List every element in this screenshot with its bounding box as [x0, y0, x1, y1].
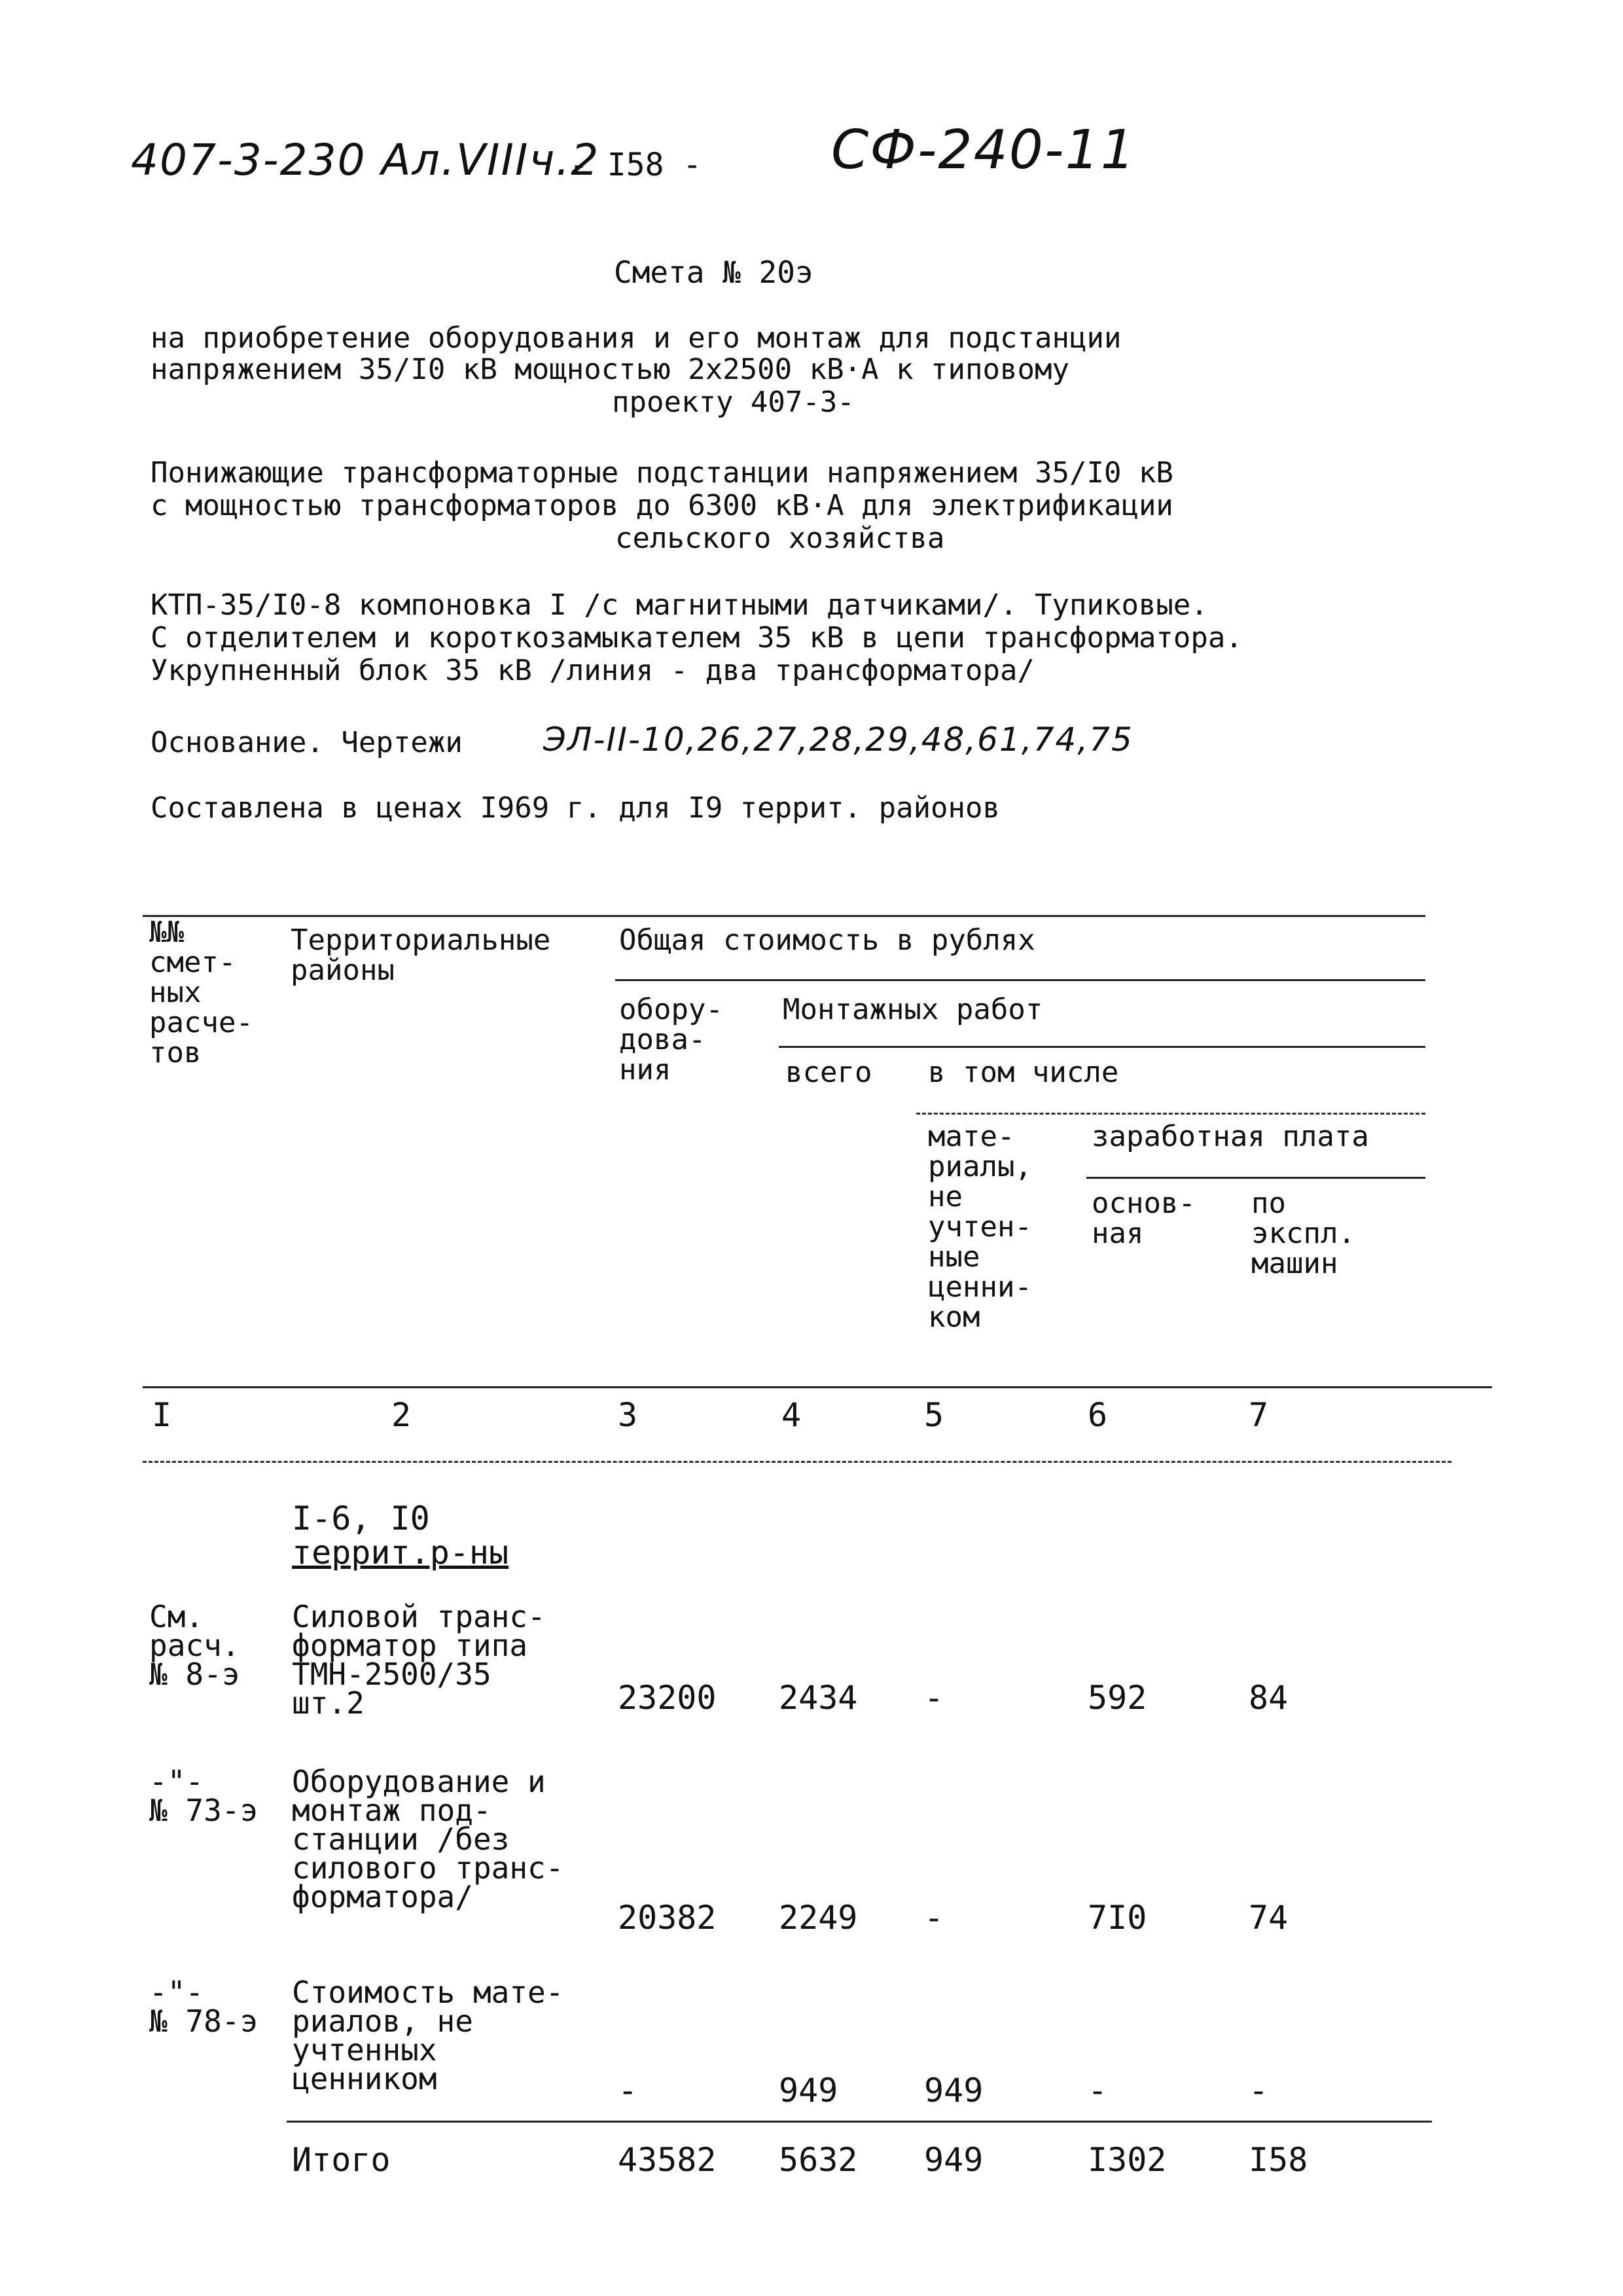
table-row-materials: -	[924, 1899, 944, 1937]
total-row-total: 5632	[779, 2141, 858, 2179]
rule-under-total-cost	[615, 979, 1425, 981]
project-line-1: Понижающие трансформаторные подстанции напряжением 35/I0 кВ	[151, 456, 1173, 490]
header-basic-wages: основ- ная	[1092, 1187, 1196, 1250]
table-row-ref: -"- № 73-э	[149, 1764, 259, 1828]
table-row-total: 2434	[779, 1679, 858, 1717]
table-row-total: 2249	[779, 1899, 858, 1937]
table-row-total: 949	[779, 2072, 838, 2109]
table-row-name: Стоимость мате- риалов, не учтенных ценником	[292, 1975, 564, 2096]
section-title: I-6, I0	[292, 1499, 430, 1537]
header-materials: мате- риалы, не учтен- ные ценни- ком	[928, 1120, 1032, 1334]
purpose-line-2: напряжением 35/I0 кВ мощностью 2х2500 кВ·А к типовому	[151, 353, 1069, 386]
purpose-line-3: проекту 407-3-	[612, 386, 855, 419]
smeta-title: Смета № 20э	[614, 255, 813, 290]
column-number-4: 4	[781, 1396, 802, 1434]
header-mounting-works: Монтажных работ	[783, 993, 1043, 1026]
section-subtitle: террит.р-ны	[292, 1534, 509, 1571]
table-row-name: Силовой транс- форматор типа ТМН-2500/35 шт.2	[292, 1599, 546, 1721]
table-row-materials: 949	[924, 2072, 984, 2109]
rule-under-wages	[1086, 1177, 1425, 1179]
basis-drawings: ЭЛ-II-10,26,27,28,29,48,61,74,75	[543, 721, 1133, 759]
document-code: 407-3-230 Ал.VIIIч.2	[131, 135, 600, 185]
table-row-name: Оборудование и монтаж под- станции /без силового транс- форматора/	[292, 1764, 564, 1914]
rule-under-including	[916, 1113, 1425, 1115]
header-total-cost: Общая стоимость в рублях	[619, 924, 1035, 957]
total-row-equipment: 43582	[618, 2141, 717, 2179]
project-line-3: сельского хозяйства	[615, 522, 945, 555]
header-estimate-numbers: №№ смет- ных расче- тов	[149, 916, 253, 1069]
column-number-6: 6	[1088, 1396, 1108, 1434]
table-row-equipment: -	[618, 2072, 638, 2109]
basis-label: Основание. Чертежи	[151, 726, 463, 759]
total-separator-rule	[287, 2121, 1432, 2123]
sheet-code: СФ-240-11	[831, 119, 1136, 181]
variant-line-1: КТП-35/I0-8 компоновка I /с магнитными датчиками/. Тупиковые.	[151, 588, 1208, 622]
variant-line-2: С отделителем и короткозамыкателем 35 кВ в цепи трансформатора.	[151, 621, 1243, 655]
table-row-ref: -"- № 78-э	[149, 1975, 259, 2039]
purpose-line-1: на приобретение оборудования и его монтаж для подстанции	[151, 321, 1122, 355]
header-including: в том числе	[928, 1056, 1119, 1089]
table-row-machines: 74	[1249, 1899, 1289, 1937]
column-numbers-rule	[143, 1461, 1452, 1463]
header-wages: заработная плата	[1092, 1120, 1369, 1153]
total-row-materials: 949	[924, 2141, 984, 2179]
table-row-equipment: 20382	[618, 1899, 717, 1937]
page-number: - I58 -	[569, 147, 702, 183]
header-equipment: обору- дова- ния	[619, 993, 723, 1086]
header-total: всего	[785, 1056, 872, 1089]
column-number-2: 2	[391, 1396, 412, 1434]
header-territorial-districts: Территориальные районы	[291, 924, 551, 987]
table-row-basic: 7I0	[1088, 1899, 1147, 1937]
column-number-5: 5	[924, 1396, 944, 1434]
table-row-basic: -	[1088, 2072, 1108, 2109]
total-row-label: Итого	[292, 2141, 391, 2179]
table-row-machines: 84	[1249, 1679, 1289, 1717]
total-row-basic: I302	[1088, 2141, 1167, 2179]
table-row-equipment: 23200	[618, 1679, 717, 1717]
header-bottom-rule	[143, 1386, 1492, 1388]
table-top-rule	[143, 915, 1425, 917]
table-row-machines: -	[1249, 2072, 1269, 2109]
column-number-3: 3	[618, 1396, 638, 1434]
prices-line: Составлена в ценах I969 г. для I9 террит. районов	[151, 791, 1001, 825]
rule-under-mounting	[779, 1046, 1425, 1048]
table-row-ref: См. расч. № 8-э	[149, 1599, 240, 1692]
column-number-1: I	[152, 1396, 172, 1434]
header-machine-wages: по экспл. машин	[1251, 1187, 1355, 1280]
column-number-7: 7	[1249, 1396, 1269, 1434]
total-row-machines: I58	[1249, 2141, 1308, 2179]
table-row-basic: 592	[1088, 1679, 1147, 1717]
project-line-2: с мощностью трансформаторов до 6300 кВ·А для электрификации	[151, 489, 1173, 522]
variant-line-3: Укрупненный блок 35 кВ /линия - два трансформатора/	[151, 654, 1035, 687]
table-row-materials: -	[924, 1679, 944, 1717]
